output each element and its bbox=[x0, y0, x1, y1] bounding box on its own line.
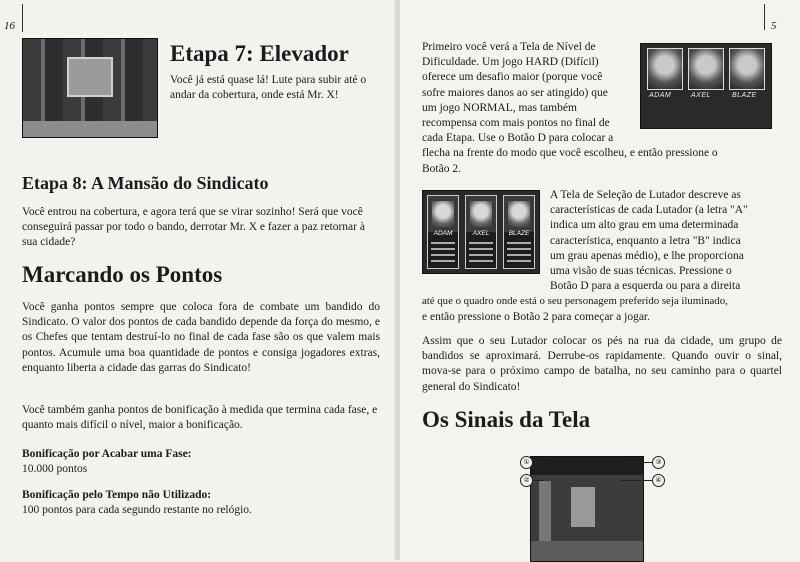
text-line: oferece um desafio maior (porque você bbox=[422, 71, 603, 84]
page-number-right: 5 bbox=[771, 20, 777, 32]
callout-1: ① bbox=[520, 456, 533, 469]
street-text: Assim que o seu Lutador colocar os pés na rua da cidade, um grupo de bandidos se aproximará. Derrube-os rapidamente. Quando ouvir o sinal, mova-se para o próximo campo de batalha, no seu caminho para o quartel general do Sindicato! bbox=[422, 335, 782, 393]
stage8-title: Etapa 8: A Mansão do Sindicato bbox=[22, 173, 269, 193]
callout-line bbox=[532, 480, 544, 481]
page-rule-right bbox=[764, 4, 765, 30]
signals-title: Os Sinais da Tela bbox=[422, 407, 591, 432]
text-line: Botão 2. bbox=[422, 162, 461, 175]
bleed-through-text bbox=[306, 173, 310, 190]
level-screen-text bbox=[422, 40, 782, 177]
scoring-title: Marcando os Pontos bbox=[22, 262, 223, 287]
fighter-label-blaze: BLAZE bbox=[732, 92, 757, 99]
text-line: Dificuldade. Um jogo HARD (Difícil) bbox=[422, 56, 599, 69]
stage7-title: Etapa 7: Elevador bbox=[170, 41, 349, 66]
callout-line bbox=[620, 480, 652, 481]
select-screen-text bbox=[422, 188, 782, 325]
stage8-text: Você entrou na cobertura, e agora terá que se virar sozinho! Será que você conseguirá passar por todo o bando, derrotar Mr. X e fazer a paz retornar à sua cidade? bbox=[22, 206, 365, 249]
text-line: Botão D para a esquerda ou para a direita bbox=[550, 280, 741, 293]
stage7-text: Você já está quase lá! Lute para subir até o andar da cobertura, onde está Mr. X! bbox=[170, 74, 367, 102]
bonus-stage-value: 10.000 pontos bbox=[22, 463, 88, 475]
scene-street bbox=[531, 541, 643, 561]
text-line: sofre maiores danos ao ser atingido) que bbox=[422, 86, 608, 99]
text-line: características de cada Lutador (a letra "A" bbox=[550, 204, 748, 217]
text-line: Primeiro você verá a Tela de Nível de bbox=[422, 41, 596, 53]
page-number-left: 16 bbox=[4, 20, 15, 32]
bonus-stage-label: Bonificação por Acabar uma Fase: bbox=[22, 448, 192, 460]
text-line: A Tela de Seleção de Lutador descreve as bbox=[550, 189, 741, 201]
fighter-label-axel: AXEL bbox=[691, 92, 711, 99]
text-line: característica, enquanto a letra "B" indica bbox=[550, 234, 741, 247]
bonus-time-value: 100 pontos para cada segundo restante no relógio. bbox=[22, 504, 252, 516]
callout-line bbox=[626, 462, 652, 463]
text-line: recompensa com mais pontos no final de bbox=[422, 117, 610, 130]
signals-screenshot bbox=[530, 456, 644, 562]
fighter-label-adam: ADAM bbox=[649, 92, 672, 99]
callout-2: ② bbox=[520, 474, 533, 487]
left-page bbox=[0, 0, 396, 560]
scoring-paragraph-1: Você ganha pontos sempre que coloca fora de combate um bandido do Sindicato. O valor dos pontos de cada bandido depende da força do mesmo, e os Chefes que tentam destruí-lo no final de cada fase são os que valem mais pontos. Acumule uma boa quantidade de pontos e consiga jogadores extras, enquanto liberta a cidade das garras do Sindicato! bbox=[22, 301, 380, 374]
elevator-floor bbox=[23, 121, 157, 137]
elevator-car bbox=[67, 57, 113, 97]
fighter-card-label: ADAM bbox=[433, 230, 453, 237]
page-rule-left bbox=[22, 4, 23, 32]
right-page bbox=[400, 0, 800, 560]
fighter-card-label: BLAZE bbox=[508, 230, 530, 237]
bonus-time-label: Bonificação pelo Tempo não Utilizado: bbox=[22, 489, 212, 501]
text-line: um jogo NORMAL, mas também bbox=[422, 101, 577, 114]
text-line: até que o quadro onde está o seu personagem preferido seja iluminado, bbox=[422, 295, 728, 308]
callout-4: ④ bbox=[652, 474, 665, 487]
text-line: cada Etapa. Use o Botão D para colocar a bbox=[422, 132, 614, 145]
hud-bar bbox=[531, 457, 643, 475]
text-line: indica um alto grau em uma determinada bbox=[550, 219, 739, 232]
text-line: flecha na frente do modo que você escolheu, e então pressione o bbox=[422, 147, 718, 160]
fighter-card-label: AXEL bbox=[472, 230, 490, 237]
scene-fighter bbox=[571, 487, 595, 527]
callout-3: ③ bbox=[652, 456, 665, 469]
callout-line bbox=[532, 462, 548, 463]
text-line: uma visão de suas técnicas. Pressione o bbox=[550, 265, 732, 278]
stage7-screenshot bbox=[22, 38, 158, 138]
text-line: e então pressione o Botão 2 para começar a jogar. bbox=[422, 310, 650, 323]
scoring-paragraph-2: Você também ganha pontos de bonificação à medida que termina cada fase, e quanto mais difícil o nível, maior a bonificação. bbox=[22, 404, 378, 432]
text-line: um grau apenas médio), e lhe proporciona bbox=[550, 249, 744, 262]
